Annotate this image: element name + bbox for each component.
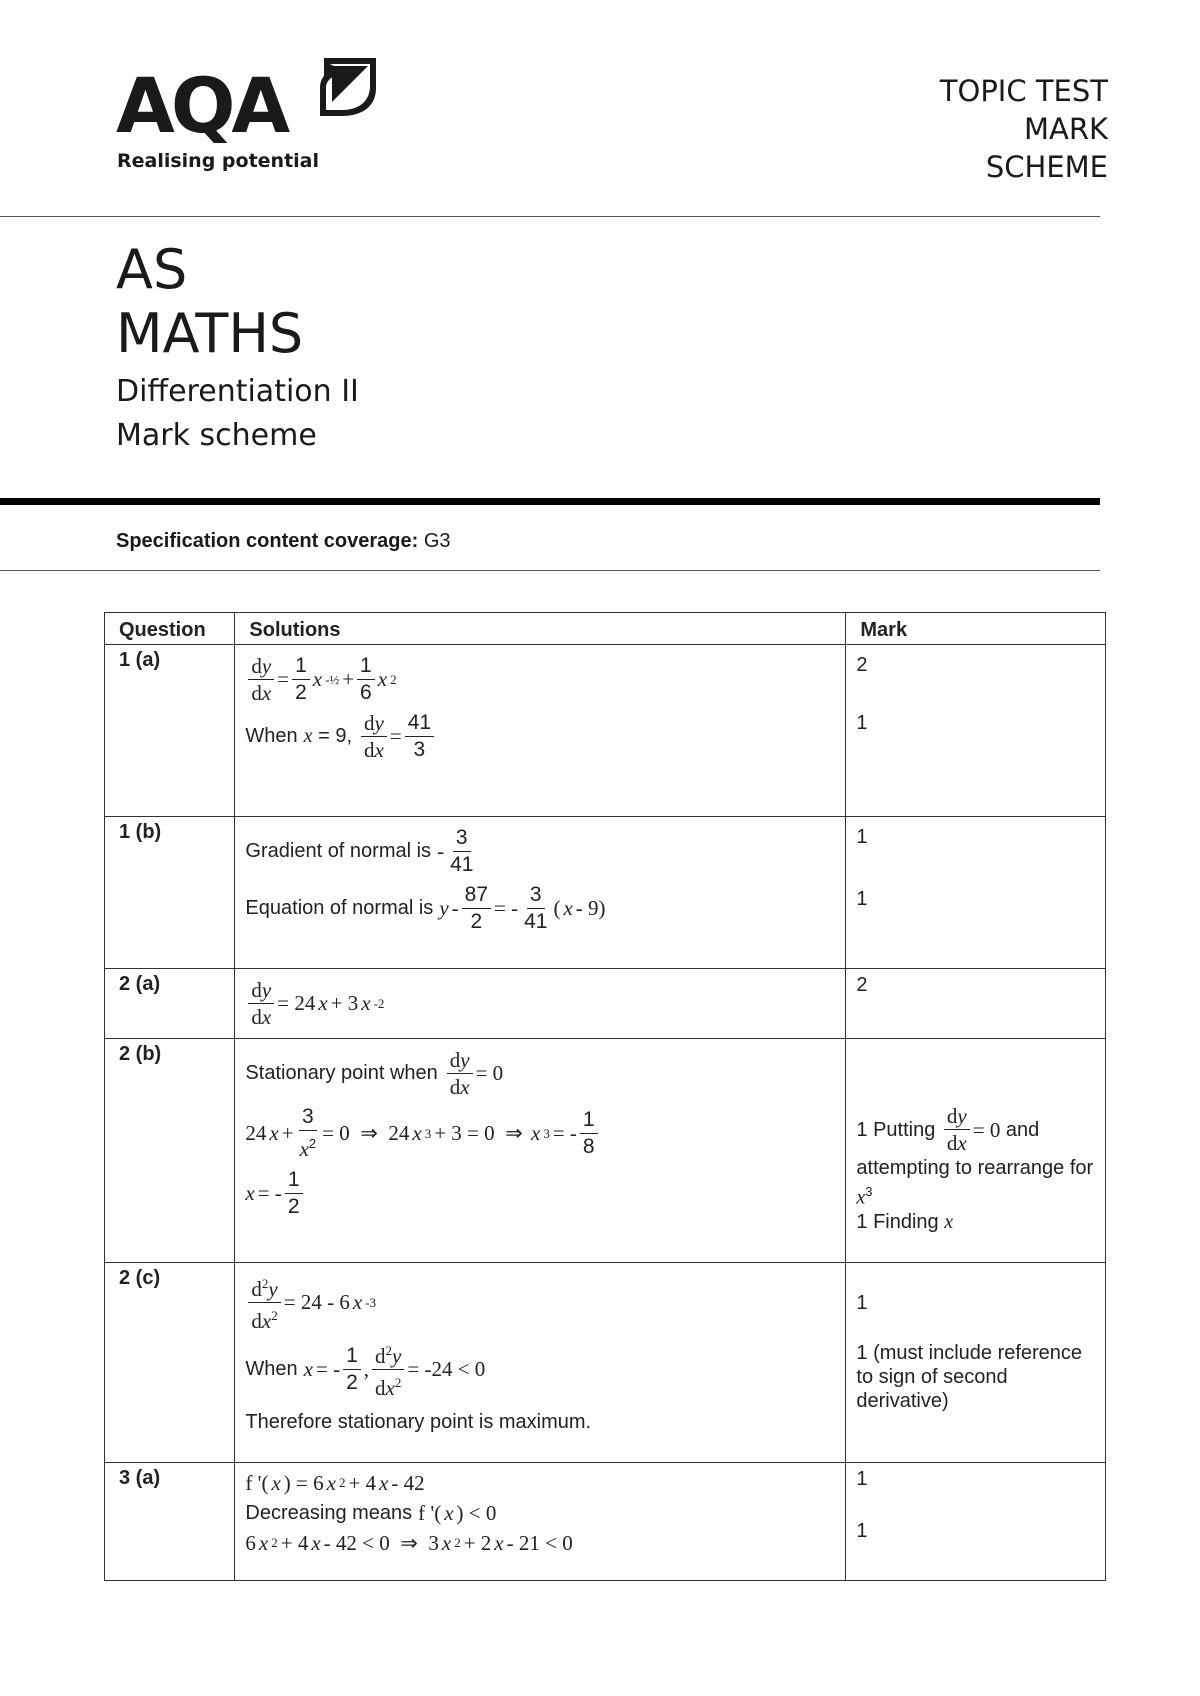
solution-cell	[235, 1263, 846, 1463]
solution-line: When x = 9, $\frac{dy}{dx}$ = $\frac{41}{3}$	[245, 710, 835, 763]
spec-divider	[0, 570, 1100, 571]
subtitle-topic: Differentiation II	[116, 374, 359, 409]
logo-tagline: Realising potential	[117, 150, 320, 172]
mark-cell: 1 1	[846, 1463, 1106, 1581]
mark-scheme-table	[104, 612, 1106, 1581]
table-row	[105, 1263, 1106, 1463]
solution-cell	[235, 1039, 846, 1263]
question-number: 1 (a)	[105, 645, 235, 817]
header-question: Question	[105, 613, 235, 645]
mark-cell: 1 Putting $\frac{dy}{dx}$ = 0 and attempting to rearrange for $x^3$ 1 Finding x	[846, 1039, 1106, 1263]
topic-test-label: TOPIC TEST MARK SCHEME	[939, 74, 1108, 184]
header-mark: Mark	[846, 613, 1106, 645]
mark-cell: 2	[846, 969, 1106, 1039]
header-divider	[0, 216, 1100, 217]
header-solutions: Solutions	[235, 613, 846, 645]
solution-line: 6 x 2 + 4 x - 42 < 0 ⇒ 3 x 2 + 2 x - 21 < 0	[245, 1530, 573, 1555]
aqa-logo	[116, 58, 376, 176]
mark-cell: 1 1	[846, 817, 1106, 969]
solution-line: $\frac{d^2y}{dx^2}$ = 24 - 6 x -3	[245, 1271, 835, 1334]
solution-line: Therefore stationary point is maximum.	[245, 1410, 592, 1433]
table-row	[105, 1463, 1106, 1581]
table-row	[105, 1039, 1106, 1263]
solution-line: Decreasing means f '( x ) < 0	[245, 1500, 497, 1525]
solution-cell	[235, 645, 846, 817]
solution-line: x = - $\frac{1}{2}$	[245, 1167, 835, 1220]
question-number: 2 (b)	[105, 1039, 235, 1263]
mark-cell: 1 1 (must include reference to sign of second derivative)	[846, 1263, 1106, 1463]
solution-line: $\frac{dy}{dx}$ = 24 x + 3 x -2	[245, 977, 835, 1030]
solution-cell	[235, 1463, 846, 1581]
solution-line: Stationary point when $\frac{dy}{dx}$ = 0	[245, 1048, 504, 1099]
question-number: 3 (a)	[105, 1463, 235, 1581]
table-row	[105, 817, 1106, 969]
question-number: 1 (b)	[105, 817, 235, 969]
title-line-1: AS	[116, 238, 188, 301]
question-number: 2 (a)	[105, 969, 235, 1039]
spec-coverage: Specification content coverage: G3	[116, 530, 451, 552]
solution-cell	[235, 817, 846, 969]
mark-cell: 2 1	[846, 645, 1106, 817]
table-row	[105, 969, 1106, 1039]
table-row	[105, 645, 1106, 817]
solution-line: $\frac{dy}{dx}$ = $\frac{1}{2}$ x -½ + $\frac{1}{6}$ x 2	[245, 653, 835, 706]
subtitle-doc-type: Mark scheme	[116, 418, 317, 453]
logo-wordmark: AQA	[116, 61, 287, 150]
table-header-row	[105, 613, 1106, 645]
solution-line: Gradient of normal is - $\frac{3}{41}$	[245, 826, 474, 876]
solution-line: When x = - $\frac{1}{2}$ , $\frac{d^2y}{dx^2}$ = -24 < 0	[245, 1338, 835, 1401]
logo-leaf-icon	[320, 58, 376, 116]
question-number: 2 (c)	[105, 1263, 235, 1463]
solution-line: 24 x + $\frac{3}{x^2}$ = 0 ⇒ 24 x 3 + 3 = 0 ⇒ x 3 = - $\frac{1}{8}$	[245, 1104, 835, 1163]
title-divider	[0, 498, 1100, 505]
title-line-2: MATHS	[116, 302, 304, 365]
solution-line: f '( x ) = 6 x 2 + 4 x - 42	[245, 1470, 425, 1495]
solution-line: Equation of normal is y - $\frac{87}{2}$ = - $\frac{3}{41}$ ( x - 9)	[245, 883, 606, 933]
solution-cell	[235, 969, 846, 1039]
